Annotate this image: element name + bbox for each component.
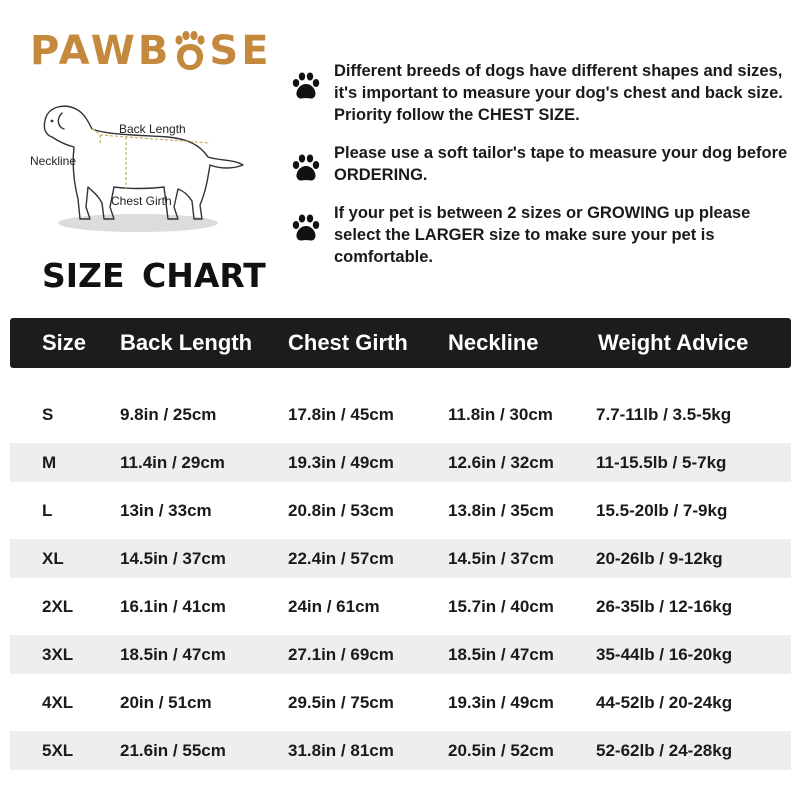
table-body (10, 395, 791, 770)
paw-icon (290, 212, 322, 244)
cell-weight-advice: 11-15.5lb / 5-7kg (596, 452, 727, 472)
header-back-length: Back Length (120, 330, 253, 355)
header-neckline: Neckline (448, 330, 539, 355)
table-row (10, 683, 791, 722)
size-table (10, 318, 791, 779)
cell-chest-girth: 22.4in / 57cm (288, 548, 394, 568)
table-row (10, 491, 791, 530)
cell-back-length: 13in / 33cm (120, 500, 212, 520)
cell-chest-girth: 27.1in / 69cm (288, 644, 394, 664)
brand-prefix: PAWB (30, 28, 172, 74)
cell-size: 3XL (42, 644, 74, 664)
cell-weight-advice: 15.5-20lb / 7-9kg (596, 500, 728, 520)
cell-weight-advice: 52-62lb / 24-28kg (596, 740, 733, 760)
table-row (10, 539, 791, 578)
cell-weight-advice: 35-44lb / 16-20kg (596, 644, 733, 664)
cell-back-length: 18.5in / 47cm (120, 644, 226, 664)
cell-size: L (42, 500, 53, 520)
cell-neckline: 13.8in / 35cm (448, 500, 554, 520)
brand-logo (30, 28, 272, 74)
cell-back-length: 20in / 51cm (120, 692, 212, 712)
table-header (10, 318, 791, 368)
brand-suffix: SE (209, 28, 272, 74)
cell-chest-girth: 24in / 61cm (288, 596, 380, 616)
cell-size: S (42, 404, 54, 424)
cell-size: 2XL (42, 596, 74, 616)
header-weight-advice: Weight Advice (598, 330, 749, 355)
cell-size: M (42, 452, 57, 472)
cell-neckline: 11.8in / 30cm (448, 404, 553, 424)
paw-icon (290, 152, 322, 184)
chest-girth-label: Chest Girth (111, 194, 172, 208)
cell-weight-advice: 44-52lb / 20-24kg (596, 692, 733, 712)
instruction-notes (290, 60, 790, 284)
cell-size: 5XL (42, 740, 74, 760)
note-text: Different breeds of dogs have different shapes and sizes, it's important to measure your dog's chest and back size. Priority follow the CHEST SIZE. (334, 62, 783, 124)
cell-neckline: 20.5in / 52cm (448, 740, 554, 760)
table-row (10, 635, 791, 674)
header-size: Size (42, 330, 87, 355)
note-text: If your pet is between 2 sizes or GROWING up please select the LARGER size to make sure your pet is comfortable. (334, 204, 751, 266)
note-item (290, 60, 790, 126)
cell-back-length: 16.1in / 41cm (120, 596, 226, 616)
cell-back-length: 14.5in / 37cm (120, 548, 226, 568)
dog-measurement-diagram (28, 95, 258, 240)
cell-chest-girth: 29.5in / 75cm (288, 692, 394, 712)
cell-size: XL (42, 548, 64, 568)
note-item (290, 202, 790, 268)
neckline-label: Neckline (30, 154, 77, 168)
paw-logo-icon (173, 31, 207, 71)
header-chest-girth: Chest Girth (288, 330, 408, 355)
note-text: Please use a soft tailor's tape to measure your dog before ORDERING. (334, 144, 788, 184)
cell-weight-advice: 7.7-11lb / 3.5-5kg (596, 404, 732, 424)
table-row (10, 395, 791, 434)
cell-weight-advice: 26-35lb / 12-16kg (596, 596, 733, 616)
cell-neckline: 19.3in / 49cm (448, 692, 554, 712)
cell-weight-advice: 20-26lb / 9-12kg (596, 548, 723, 568)
cell-chest-girth: 31.8in / 81cm (288, 740, 394, 760)
cell-neckline: 15.7in / 40cm (448, 596, 554, 616)
back-length-label: Back Length (119, 122, 186, 136)
cell-back-length: 21.6in / 55cm (120, 740, 226, 760)
cell-back-length: 11.4in / 29cm (120, 452, 225, 472)
table-row (10, 731, 791, 770)
note-item (290, 142, 790, 186)
table-row (10, 587, 791, 626)
paw-icon (290, 70, 322, 102)
page-title: SIZE CHART (42, 256, 266, 295)
cell-neckline: 14.5in / 37cm (448, 548, 554, 568)
cell-chest-girth: 20.8in / 53cm (288, 500, 394, 520)
cell-size: 4XL (42, 692, 74, 712)
table-row (10, 443, 791, 482)
cell-neckline: 12.6in / 32cm (448, 452, 554, 472)
cell-chest-girth: 17.8in / 45cm (288, 404, 394, 424)
cell-neckline: 18.5in / 47cm (448, 644, 554, 664)
cell-back-length: 9.8in / 25cm (120, 404, 217, 424)
cell-chest-girth: 19.3in / 49cm (288, 452, 394, 472)
